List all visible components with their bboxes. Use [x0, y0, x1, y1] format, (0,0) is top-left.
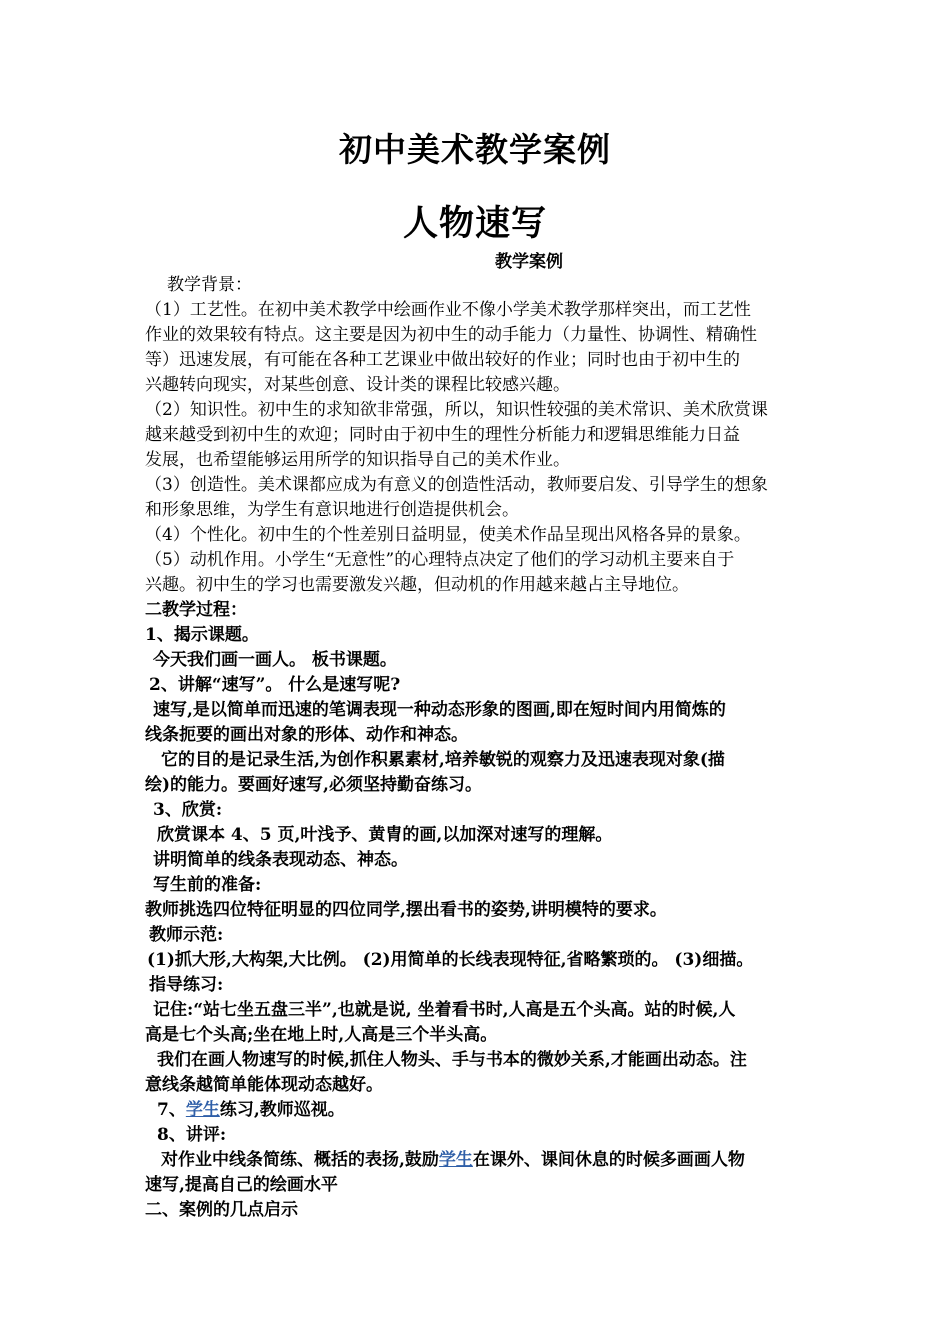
student-link[interactable]: 学生 [438, 1150, 473, 1170]
text-span: 8、讲评: [157, 1125, 227, 1145]
text-line [145, 798, 810, 823]
text-line [145, 648, 810, 673]
text-span: （3）创造性。美术课都应成为有意义的创造性活动，教师要启发、引导学生的想象 [145, 475, 768, 495]
text-line [145, 323, 810, 348]
text-span: 今天我们画一画人。 板书课题。 [153, 650, 397, 670]
text-span: 练习,教师巡视。 [219, 1100, 345, 1120]
text-span: 1、揭示课题。 [145, 625, 259, 645]
text-span: 速写,提高自己的绘画水平 [145, 1175, 338, 1195]
text-line [145, 673, 810, 698]
text-line [145, 1023, 810, 1048]
text-line [145, 448, 810, 473]
text-line [145, 523, 810, 548]
text-line [145, 848, 810, 873]
text-span: 意线条越简单能体现动态越好。 [145, 1075, 383, 1095]
text-span: 2、讲解“速写”。 什么是速写呢? [149, 675, 401, 695]
text-line [145, 373, 810, 398]
text-span: 二、案例的几点启示 [145, 1200, 298, 1220]
text-span: 速写,是以简单而迅速的笔调表现一种动态形象的图画,即在短时间内用简炼的 [153, 700, 726, 720]
text-line [145, 1198, 810, 1223]
text-line [145, 1173, 810, 1198]
text-span: 记住:“站七坐五盘三半”,也就是说, 坐着看书时,人高是五个头高。站的时候,人 [153, 1000, 736, 1020]
text-span: （4）个性化。初中生的个性差别日益明显，使美术作品呈现出风格各异的景象。 [145, 525, 751, 545]
text-span: 和形象思维，为学生有意识地进行创造提供机会。 [145, 500, 519, 520]
text-line [145, 1098, 810, 1123]
text-span: 教师挑选四位特征明显的四位同学,摆出看书的姿势,讲明模特的要求。 [145, 900, 667, 920]
text-span: （5）动机作用。小学生“无意性”的心理特点决定了他们的学习动机主要来自于 [145, 550, 735, 570]
text-line [145, 698, 810, 723]
text-span: (1)抓大形,大构架,大比例。 (2)用简单的长线表现特征,省略繁琐的。 (3)细描。 [147, 950, 754, 970]
text-span: 二教学过程： [145, 600, 247, 620]
text-line [145, 1148, 810, 1173]
text-line [145, 748, 810, 773]
text-line [145, 598, 810, 623]
text-span: 越来越受到初中生的欢迎；同时由于初中生的理性分析能力和逻辑思维能力日益 [145, 425, 740, 445]
text-line [145, 873, 810, 898]
text-line [145, 573, 810, 598]
document-body [145, 273, 810, 1223]
document-title: 初中美术教学案例 [339, 130, 611, 169]
text-span: 我们在画人物速写的时候,抓住人物头、手与书本的微妙关系,才能画出动态。注 [157, 1050, 747, 1070]
text-span: 在课外、课间休息的时候多画画人物 [472, 1150, 745, 1170]
text-span: 它的目的是记录生活,为创作积累素材,培养敏锐的观察力及迅速表现对象(描 [161, 750, 725, 770]
text-line [145, 1048, 810, 1073]
text-span: 教学背景： [167, 275, 252, 295]
text-line [145, 823, 810, 848]
text-line [145, 973, 810, 998]
text-line [145, 948, 810, 973]
text-line [145, 998, 810, 1023]
text-line [145, 348, 810, 373]
text-span: 兴趣转向现实，对某些创意、设计类的课程比较感兴趣。 [145, 375, 570, 395]
text-span: 欣赏课本 4、5 页,叶浅予、黄胄的画,以加深对速写的理解。 [157, 825, 613, 845]
text-span: 发展，也希望能够运用所学的知识指导自己的美术作业。 [145, 450, 570, 470]
text-span: 7、 [157, 1100, 186, 1120]
document-subtitle: 教学案例 [495, 252, 563, 272]
text-line [145, 423, 810, 448]
text-line [145, 298, 810, 323]
text-line [145, 923, 810, 948]
text-span: 高是七个头高;坐在地上时,人高是三个半头高。 [145, 1025, 498, 1045]
text-span: 写生前的准备: [153, 875, 262, 895]
text-line [145, 773, 810, 798]
text-line [145, 498, 810, 523]
text-span: 作业的效果较有特点。这主要是因为初中生的动手能力（力量性、协调性、精确性 [145, 325, 757, 345]
text-span: 教师示范: [149, 925, 224, 945]
text-span: 等）迅速发展，有可能在各种工艺课业中做出较好的作业；同时也由于初中生的 [145, 350, 740, 370]
text-span: 绘)的能力。要画好速写,必须坚持勤奋练习。 [145, 775, 482, 795]
text-line [145, 1073, 810, 1098]
text-line [145, 273, 810, 298]
text-span: 讲明简单的线条表现动态、神态。 [153, 850, 408, 870]
text-line [145, 898, 810, 923]
text-span: 线条扼要的画出对象的形体、动作和神态。 [145, 725, 468, 745]
text-line [145, 1123, 810, 1148]
text-span: 对作业中线条简练、概括的表扬,鼓励 [161, 1150, 439, 1170]
text-line [145, 398, 810, 423]
text-span: （2）知识性。初中生的求知欲非常强，所以，知识性较强的美术常识、美术欣赏课 [145, 400, 768, 420]
text-line [145, 723, 810, 748]
text-span: （1）工艺性。在初中美术教学中绘画作业不像小学美术教学那样突出，而工艺性 [145, 300, 751, 320]
text-line [145, 623, 810, 648]
student-link[interactable]: 学生 [185, 1100, 220, 1120]
text-span: 指导练习: [149, 975, 224, 995]
lesson-title: 人物速写 [402, 204, 547, 244]
text-span: 兴趣。初中生的学习也需要激发兴趣，但动机的作用越来越占主导地位。 [145, 575, 689, 595]
text-line [145, 473, 810, 498]
text-line [145, 548, 810, 573]
text-span: 3、欣赏: [153, 800, 223, 820]
